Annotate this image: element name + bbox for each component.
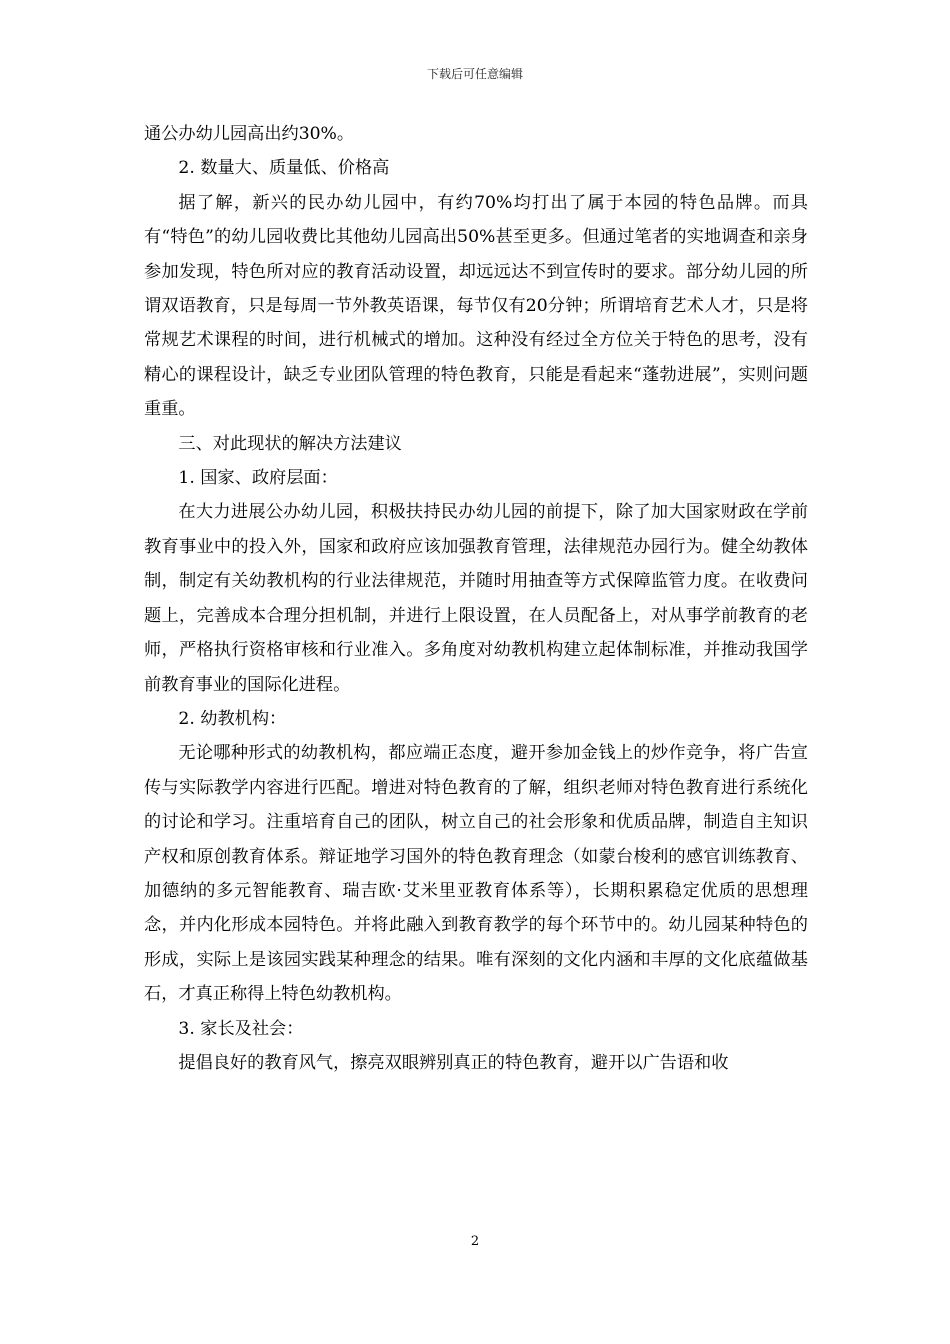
document-body xyxy=(144,117,808,1080)
subsection-heading-2: 2. 幼教机构： xyxy=(178,708,287,729)
subsection-heading-3: 3. 家长及社会： xyxy=(178,1018,304,1039)
section-heading-2: 2. 数量大、质量低、价格高 xyxy=(178,158,390,179)
paragraph-5: 提倡良好的教育风气，擦亮双眼辨别真正的特色教育，避开以广告语和收 xyxy=(178,1052,729,1073)
paragraph-3: 在大力进展公办幼儿园，积极扶持民办幼儿园的前提下，除了加大国家财政在学前教育事业中的投入外，国家和政府应该加强教育管理，法律规范办园行为。健全幼教体制，制定有关幼教机构的行业法律规范，并随时用抽查等方式保障监管力度。在收费问题上，完善成本合理分担机制，并进行上限设置，在人员配备上，对从事学前教育的老师，严格执行资格审核和行业准入。多角度对幼教机构建立起体制标准，并推动我国学前教育事业的国际化进程。 xyxy=(144,502,808,695)
paragraph-2: 据了解，新兴的民办幼儿园中，有约70%均打出了属于本园的特色品牌。而具有“特色”的幼儿园收费比其他幼儿园高出50%甚至更多。但通过笔者的实地调查和亲身参加发现，特色所对应的教育活动设置，却远远达不到宣传时的要求。部分幼儿园的所谓双语教育，只是每周一节外教英语课，每节仅有20分钟；所谓培育艺术人才，只是将常规艺术课程的时间，进行机械式的增加。这种没有经过全方位关于特色的思考，没有精心的课程设计，缺乏专业团队管理的特色教育，只能是看起来“蓬勃进展”，实则问题重重。 xyxy=(144,192,808,420)
page-header: 下载后可任意编辑 xyxy=(426,67,523,81)
subsection-heading-1: 1. 国家、政府层面： xyxy=(178,468,338,489)
paragraph-4: 无论哪种形式的幼教机构，都应端正态度，避开参加金钱上的炒作竞争，将广告宣传与实际教学内容进行匹配。增进对特色教育的了解，组织老师对特色教育进行系统化的讨论和学习。注重培育自己的团队，树立自己的社会形象和优质品牌，制造自主知识产权和原创教育体系。辩证地学习国外的特色教育理念（如蒙台梭利的感官训练教育、加德纳的多元智能教育、瑞吉欧·艾米里亚教育体系等），长期积累稳定优质的思想理念，并内化形成本园特色。并将此融入到教育教学的每个环节中的。幼儿园某种特色的形成，实际上是该园实践某种理念的结果。唯有深刻的文化内涵和丰厚的文化底蕴做基石，才真正称得上特色幼教机构。 xyxy=(144,743,808,1005)
paragraph-1: 通公办幼儿园高出约30%。 xyxy=(144,124,355,144)
page-number: 2 xyxy=(470,1234,480,1249)
section-heading-3: 三、对此现状的解决方法建议 xyxy=(178,433,402,454)
